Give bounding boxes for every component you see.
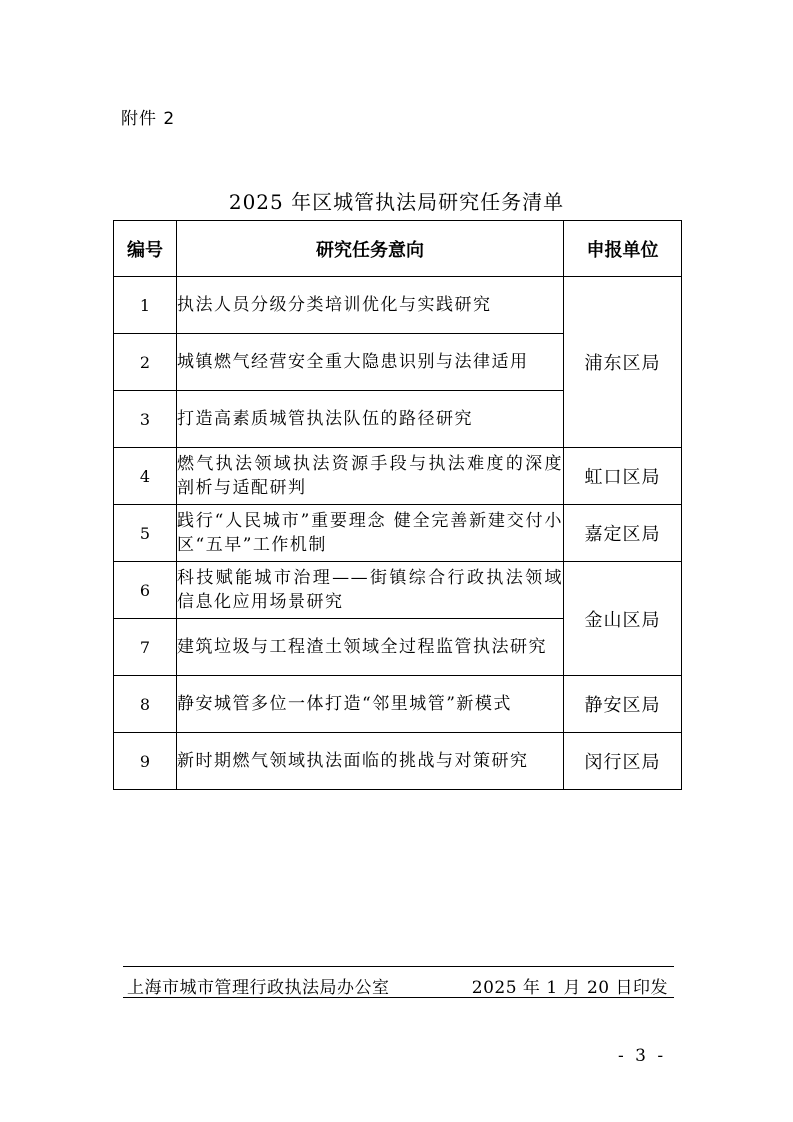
attachment-label: 附件 2 xyxy=(121,109,176,129)
row-number: 2 xyxy=(114,334,177,391)
header-task: 研究任务意向 xyxy=(177,221,564,277)
issue-date: 2025 年 1 月 20 日印发 xyxy=(471,978,668,998)
table-row xyxy=(114,562,682,619)
row-number: 7 xyxy=(114,619,177,676)
row-task: 燃气执法领域执法资源手段与执法难度的深度剖析与适配研判 xyxy=(177,448,564,505)
row-number: 4 xyxy=(114,448,177,505)
row-number: 8 xyxy=(114,676,177,733)
issuance-footer xyxy=(123,966,674,998)
row-unit: 闵行区局 xyxy=(564,733,682,790)
table-row xyxy=(114,505,682,562)
row-task: 践行“人民城市”重要理念 健全完善新建交付小区“五早”工作机制 xyxy=(177,505,564,562)
table-header-row xyxy=(114,221,682,277)
header-number: 编号 xyxy=(114,221,177,277)
header-unit: 申报单位 xyxy=(564,221,682,277)
table-row xyxy=(114,448,682,505)
row-unit: 虹口区局 xyxy=(564,448,682,505)
row-unit: 浦东区局 xyxy=(564,277,682,448)
row-task: 静安城管多位一体打造“邻里城管”新模式 xyxy=(177,676,564,733)
row-task: 新时期燃气领域执法面临的挑战与对策研究 xyxy=(177,733,564,790)
row-number: 5 xyxy=(114,505,177,562)
row-unit: 金山区局 xyxy=(564,562,682,676)
issuing-office: 上海市城市管理行政执法局办公室 xyxy=(127,978,390,998)
table-row xyxy=(114,676,682,733)
table-row xyxy=(114,277,682,334)
row-task: 科技赋能城市治理——街镇综合行政执法领域信息化应用场景研究 xyxy=(177,562,564,619)
row-number: 9 xyxy=(114,733,177,790)
table-row xyxy=(114,733,682,790)
row-number: 1 xyxy=(114,277,177,334)
row-task: 执法人员分级分类培训优化与实践研究 xyxy=(177,277,564,334)
task-table xyxy=(113,220,682,790)
row-unit: 静安区局 xyxy=(564,676,682,733)
row-number: 3 xyxy=(114,391,177,448)
document-title: 2025 年区城管执法局研究任务清单 xyxy=(228,190,565,214)
row-task: 城镇燃气经营安全重大隐患识别与法律适用 xyxy=(177,334,564,391)
row-number: 6 xyxy=(114,562,177,619)
row-task: 打造高素质城管执法队伍的路径研究 xyxy=(177,391,564,448)
row-unit: 嘉定区局 xyxy=(564,505,682,562)
row-task: 建筑垃圾与工程渣土领域全过程监管执法研究 xyxy=(177,619,564,676)
page-number: - 3 - xyxy=(618,1046,667,1066)
